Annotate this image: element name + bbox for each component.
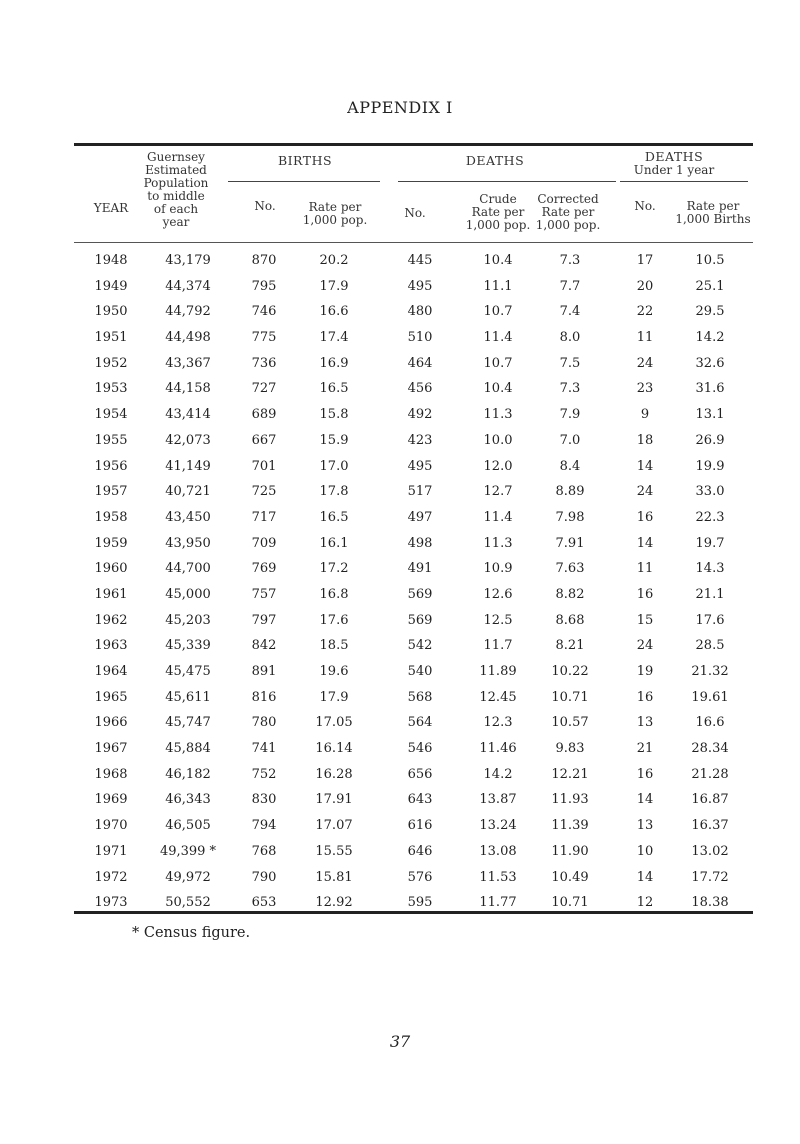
cell-births-rate: 17.6: [319, 612, 349, 628]
cell-births-no: 768: [251, 843, 277, 859]
cell-infant-no: 21: [636, 741, 654, 757]
cell-deaths-corrected: 7.91: [555, 535, 585, 551]
cell-population: 49,972: [165, 869, 211, 885]
cell-deaths-no: 445: [407, 253, 433, 268]
cell-births-no: 780: [251, 715, 277, 731]
cell-infant-no: 16: [636, 689, 654, 705]
cell-infant-no: 18: [636, 432, 654, 448]
cell-deaths-crude: 12.3: [483, 715, 513, 731]
cell-year: 1957: [94, 484, 128, 500]
cell-deaths-no: 546: [407, 741, 433, 757]
cell-births-no: 816: [251, 689, 277, 705]
cell-births-no: 741: [251, 741, 277, 757]
cell-infant-rate: 21.32: [691, 664, 729, 679]
table-row: [0, 432, 800, 458]
table-row: [0, 355, 800, 381]
cell-infant-rate: 17.72: [691, 869, 729, 885]
cell-deaths-no: 564: [407, 715, 433, 731]
cell-births-no: 769: [251, 561, 277, 577]
cell-infant-rate: 19.61: [691, 689, 729, 705]
cell-population: 42,073: [165, 432, 211, 448]
cell-deaths-crude: 11.53: [479, 869, 517, 885]
cell-population: 46,343: [165, 792, 211, 808]
cell-births-no: 653: [251, 895, 277, 911]
table-row: [0, 535, 800, 561]
cell-deaths-crude: 11.77: [479, 895, 517, 911]
cell-births-no: 891: [251, 664, 277, 679]
cell-population: 45,884: [165, 741, 211, 757]
cell-infant-no: 11: [636, 561, 654, 577]
cell-births-no: 775: [251, 330, 277, 346]
table-row: [0, 380, 800, 406]
cell-population: 43,450: [165, 509, 211, 525]
infant-group-rule: [620, 181, 748, 182]
table-row: [0, 483, 800, 509]
cell-births-rate: 17.9: [319, 689, 349, 705]
cell-births-no: 701: [251, 458, 277, 474]
cell-deaths-no: 542: [407, 638, 433, 654]
cell-births-rate: 20.2: [319, 253, 349, 268]
cell-deaths-crude: 11.1: [483, 278, 513, 294]
table-row: [0, 560, 800, 586]
cell-infant-rate: 32.6: [695, 355, 725, 371]
cell-year: 1961: [94, 586, 128, 602]
cell-deaths-corrected: 7.98: [555, 509, 585, 525]
cell-births-rate: 16.5: [319, 509, 349, 525]
cell-deaths-corrected: 8.21: [555, 638, 585, 654]
cell-infant-rate: 25.1: [695, 278, 725, 294]
cell-infant-rate: 21.28: [691, 766, 729, 782]
cell-births-rate: 19.6: [319, 664, 349, 679]
cell-year: 1968: [94, 766, 128, 782]
cell-infant-no: 17: [636, 253, 654, 268]
cell-deaths-corrected: 7.9: [559, 407, 581, 423]
page-title: APPENDIX I: [347, 98, 453, 117]
header-deaths-group: DEATHS: [465, 153, 525, 168]
table-row: [0, 894, 800, 920]
cell-deaths-no: 576: [407, 869, 433, 885]
cell-year: 1950: [94, 304, 128, 320]
cell-deaths-no: 643: [407, 792, 433, 808]
cell-population: 44,374: [165, 278, 211, 294]
cell-year: 1959: [94, 535, 128, 551]
cell-population: 40,721: [165, 484, 211, 500]
cell-deaths-crude: 10.7: [483, 304, 513, 320]
cell-infant-no: 14: [636, 535, 654, 551]
table-row: [0, 637, 800, 663]
cell-year: 1965: [94, 689, 128, 705]
cell-infant-no: 10: [636, 843, 654, 859]
cell-infant-no: 16: [636, 586, 654, 602]
header-deaths-corrected: Corrected Rate per 1,000 pop.: [535, 192, 601, 232]
cell-infant-rate: 22.3: [695, 509, 725, 525]
cell-births-rate: 17.07: [315, 818, 353, 834]
cell-infant-no: 16: [636, 766, 654, 782]
header-deaths-no: No.: [404, 206, 426, 220]
table-row: [0, 329, 800, 355]
cell-year: 1960: [94, 561, 128, 577]
cell-births-no: 752: [251, 766, 277, 782]
cell-births-no: 709: [251, 535, 277, 551]
cell-births-rate: 17.4: [319, 330, 349, 346]
header-population: Guernsey Estimated Population to middle of each year: [143, 150, 209, 229]
table-bottom-rule: [74, 911, 753, 914]
cell-year: 1967: [94, 741, 128, 757]
cell-births-no: 727: [251, 381, 277, 397]
cell-deaths-corrected: 10.22: [551, 664, 589, 679]
cell-deaths-corrected: 7.0: [559, 432, 581, 448]
table-row: [0, 766, 800, 792]
cell-births-no: 842: [251, 638, 277, 654]
cell-year: 1969: [94, 792, 128, 808]
cell-births-no: 736: [251, 355, 277, 371]
cell-deaths-no: 497: [407, 509, 433, 525]
cell-births-rate: 17.0: [319, 458, 349, 474]
cell-deaths-crude: 10.9: [483, 561, 513, 577]
cell-deaths-crude: 12.45: [479, 689, 517, 705]
cell-population: 45,747: [165, 715, 211, 731]
cell-deaths-no: 491: [407, 561, 433, 577]
cell-deaths-corrected: 12.21: [551, 766, 589, 782]
cell-deaths-no: 492: [407, 407, 433, 423]
cell-infant-no: 15: [636, 612, 654, 628]
cell-births-no: 797: [251, 612, 277, 628]
cell-deaths-corrected: 8.4: [559, 458, 581, 474]
cell-deaths-no: 517: [407, 484, 433, 500]
cell-infant-no: 13: [636, 818, 654, 834]
cell-deaths-crude: 12.6: [483, 586, 513, 602]
cell-deaths-no: 568: [407, 689, 433, 705]
header-deaths-crude: Crude Rate per 1,000 pop.: [465, 192, 531, 232]
cell-population: 41,149: [165, 458, 211, 474]
cell-year: 1972: [94, 869, 128, 885]
cell-births-no: 757: [251, 586, 277, 602]
cell-births-rate: 16.1: [319, 535, 349, 551]
cell-infant-no: 19: [636, 664, 654, 679]
cell-deaths-corrected: 11.93: [551, 792, 589, 808]
cell-population: 44,700: [165, 561, 211, 577]
table-row: [0, 406, 800, 432]
cell-infant-rate: 26.9: [695, 432, 725, 448]
cell-infant-rate: 28.34: [691, 741, 729, 757]
cell-deaths-corrected: 7.3: [559, 381, 581, 397]
cell-year: 1953: [94, 381, 128, 397]
cell-deaths-corrected: 7.5: [559, 355, 581, 371]
cell-deaths-corrected: 7.3: [559, 253, 581, 268]
cell-population: 45,000: [165, 586, 211, 602]
cell-infant-rate: 19.9: [695, 458, 725, 474]
cell-infant-no: 14: [636, 869, 654, 885]
cell-population: 44,498: [165, 330, 211, 346]
table-row: [0, 791, 800, 817]
cell-infant-no: 12: [636, 895, 654, 911]
cell-deaths-crude: 10.4: [483, 381, 513, 397]
cell-year: 1951: [94, 330, 128, 346]
cell-deaths-corrected: 10.49: [551, 869, 589, 885]
cell-births-rate: 16.28: [315, 766, 353, 782]
cell-deaths-no: 595: [407, 895, 433, 911]
cell-deaths-no: 616: [407, 818, 433, 834]
cell-births-rate: 12.92: [315, 895, 353, 911]
table-row: [0, 303, 800, 329]
cell-population: 50,552: [165, 895, 211, 911]
table-row: [0, 278, 800, 304]
cell-deaths-corrected: 8.0: [559, 330, 581, 346]
cell-infant-no: 22: [636, 304, 654, 320]
table-row: [0, 869, 800, 895]
cell-year: 1956: [94, 458, 128, 474]
cell-deaths-no: 423: [407, 432, 433, 448]
cell-births-rate: 17.91: [315, 792, 353, 808]
cell-births-rate: 17.8: [319, 484, 349, 500]
cell-births-rate: 15.81: [315, 869, 353, 885]
table-top-rule: [74, 143, 753, 146]
cell-infant-rate: 14.2: [695, 330, 725, 346]
cell-deaths-crude: 12.7: [483, 484, 513, 500]
cell-population: 44,158: [165, 381, 211, 397]
cell-population: 43,367: [165, 355, 211, 371]
cell-births-rate: 16.5: [319, 381, 349, 397]
cell-infant-no: 13: [636, 715, 654, 731]
header-year: YEAR: [93, 201, 129, 215]
cell-population: 49,399 *: [159, 843, 217, 859]
cell-population: 46,182: [165, 766, 211, 782]
cell-births-rate: 17.2: [319, 561, 349, 577]
table-row: [0, 689, 800, 715]
table-row: [0, 817, 800, 843]
cell-infant-no: 14: [636, 792, 654, 808]
cell-births-no: 717: [251, 509, 277, 525]
cell-infant-rate: 16.87: [691, 792, 729, 808]
cell-deaths-no: 540: [407, 664, 433, 679]
table-row: [0, 714, 800, 740]
header-births-group: BIRTHS: [277, 153, 333, 168]
cell-population: 44,792: [165, 304, 211, 320]
cell-deaths-no: 569: [407, 612, 433, 628]
cell-infant-rate: 10.5: [695, 253, 725, 268]
cell-population: 45,611: [165, 689, 211, 705]
cell-deaths-no: 569: [407, 586, 433, 602]
cell-deaths-no: 510: [407, 330, 433, 346]
cell-deaths-corrected: 8.89: [555, 484, 585, 500]
cell-births-no: 746: [251, 304, 277, 320]
cell-deaths-corrected: 10.71: [551, 895, 589, 911]
cell-population: 43,414: [165, 407, 211, 423]
cell-deaths-corrected: 11.90: [551, 843, 589, 859]
cell-births-rate: 15.8: [319, 407, 349, 423]
cell-births-no: 790: [251, 869, 277, 885]
cell-births-rate: 16.6: [319, 304, 349, 320]
cell-deaths-no: 480: [407, 304, 433, 320]
table-row: [0, 612, 800, 638]
cell-infant-rate: 16.6: [695, 715, 725, 731]
cell-year: 1973: [94, 895, 128, 911]
cell-deaths-no: 656: [407, 766, 433, 782]
cell-deaths-crude: 11.4: [483, 509, 513, 525]
cell-deaths-crude: 10.7: [483, 355, 513, 371]
cell-births-rate: 17.05: [315, 715, 353, 731]
cell-births-rate: 18.5: [319, 638, 349, 654]
cell-infant-no: 14: [636, 458, 654, 474]
cell-year: 1948: [94, 253, 128, 268]
cell-deaths-crude: 11.89: [479, 664, 517, 679]
cell-births-no: 689: [251, 407, 277, 423]
page-number: 37: [389, 1032, 411, 1051]
cell-deaths-crude: 13.08: [479, 843, 517, 859]
cell-deaths-crude: 11.3: [483, 407, 513, 423]
table-row: [0, 663, 800, 689]
cell-deaths-no: 464: [407, 355, 433, 371]
cell-infant-no: 11: [636, 330, 654, 346]
cell-births-rate: 16.14: [315, 741, 353, 757]
cell-deaths-crude: 10.4: [483, 253, 513, 268]
cell-infant-no: 16: [636, 509, 654, 525]
table-row: [0, 458, 800, 484]
table-row: [0, 740, 800, 766]
cell-deaths-no: 646: [407, 843, 433, 859]
cell-year: 1962: [94, 612, 128, 628]
table-row: [0, 252, 800, 278]
table-body: [0, 252, 800, 920]
cell-population: 43,950: [165, 535, 211, 551]
cell-deaths-crude: 13.24: [479, 818, 517, 834]
cell-births-no: 870: [251, 253, 277, 268]
cell-deaths-corrected: 10.71: [551, 689, 589, 705]
cell-year: 1955: [94, 432, 128, 448]
cell-deaths-corrected: 7.63: [555, 561, 585, 577]
cell-births-rate: 17.9: [319, 278, 349, 294]
cell-year: 1949: [94, 278, 128, 294]
cell-births-no: 794: [251, 818, 277, 834]
cell-deaths-no: 495: [407, 458, 433, 474]
cell-population: 45,203: [165, 612, 211, 628]
cell-infant-rate: 29.5: [695, 304, 725, 320]
cell-deaths-crude: 10.0: [483, 432, 513, 448]
cell-infant-no: 24: [636, 638, 654, 654]
cell-deaths-corrected: 7.7: [559, 278, 581, 294]
header-infant-no: No.: [634, 199, 656, 213]
cell-deaths-no: 456: [407, 381, 433, 397]
cell-deaths-crude: 14.2: [483, 766, 513, 782]
cell-infant-rate: 18.38: [691, 895, 729, 911]
cell-deaths-crude: 11.3: [483, 535, 513, 551]
cell-infant-no: 24: [636, 484, 654, 500]
cell-infant-no: 24: [636, 355, 654, 371]
cell-population: 45,475: [165, 664, 211, 679]
cell-infant-rate: 31.6: [695, 381, 725, 397]
cell-year: 1958: [94, 509, 128, 525]
cell-infant-rate: 21.1: [695, 586, 725, 602]
cell-deaths-corrected: 11.39: [551, 818, 589, 834]
cell-births-no: 795: [251, 278, 277, 294]
cell-infant-no: 20: [636, 278, 654, 294]
header-births-no: No.: [254, 199, 276, 213]
deaths-group-rule: [398, 181, 616, 182]
cell-deaths-no: 495: [407, 278, 433, 294]
footnote: * Census figure.: [132, 925, 251, 941]
cell-infant-rate: 14.3: [695, 561, 725, 577]
cell-population: 46,505: [165, 818, 211, 834]
cell-deaths-crude: 11.46: [479, 741, 517, 757]
cell-year: 1970: [94, 818, 128, 834]
cell-births-rate: 16.8: [319, 586, 349, 602]
cell-deaths-crude: 11.7: [483, 638, 513, 654]
cell-births-no: 830: [251, 792, 277, 808]
cell-deaths-corrected: 8.82: [555, 586, 585, 602]
cell-deaths-crude: 12.0: [483, 458, 513, 474]
cell-infant-rate: 19.7: [695, 535, 725, 551]
cell-infant-rate: 33.0: [695, 484, 725, 500]
cell-year: 1966: [94, 715, 128, 731]
cell-births-rate: 16.9: [319, 355, 349, 371]
header-infant-rate: Rate per 1,000 Births: [675, 199, 751, 226]
cell-infant-rate: 13.02: [691, 843, 729, 859]
cell-year: 1964: [94, 664, 128, 679]
cell-infant-rate: 17.6: [695, 612, 725, 628]
table-row: [0, 586, 800, 612]
cell-births-rate: 15.55: [315, 843, 353, 859]
cell-population: 43,179: [165, 253, 211, 268]
cell-deaths-corrected: 7.4: [559, 304, 581, 320]
table-row: [0, 509, 800, 535]
cell-year: 1952: [94, 355, 128, 371]
cell-births-rate: 15.9: [319, 432, 349, 448]
cell-year: 1954: [94, 407, 128, 423]
header-births-rate: Rate per 1,000 pop.: [302, 200, 368, 227]
cell-infant-rate: 16.37: [691, 818, 729, 834]
cell-deaths-corrected: 10.57: [551, 715, 589, 731]
cell-population: 45,339: [165, 638, 211, 654]
cell-infant-rate: 13.1: [695, 407, 725, 423]
header-infant-group: DEATHS Under 1 year: [633, 149, 715, 177]
cell-births-no: 725: [251, 484, 277, 500]
cell-deaths-corrected: 9.83: [555, 741, 585, 757]
cell-year: 1963: [94, 638, 128, 654]
cell-deaths-no: 498: [407, 535, 433, 551]
births-group-rule: [228, 181, 380, 182]
cell-deaths-crude: 13.87: [479, 792, 517, 808]
cell-infant-no: 23: [636, 381, 654, 397]
cell-deaths-corrected: 8.68: [555, 612, 585, 628]
cell-deaths-crude: 12.5: [483, 612, 513, 628]
cell-births-no: 667: [251, 432, 277, 448]
cell-infant-rate: 28.5: [695, 638, 725, 654]
cell-deaths-crude: 11.4: [483, 330, 513, 346]
cell-infant-no: 9: [640, 407, 650, 423]
table-row: [0, 843, 800, 869]
table-header-rule: [74, 242, 753, 243]
cell-year: 1971: [94, 843, 128, 859]
